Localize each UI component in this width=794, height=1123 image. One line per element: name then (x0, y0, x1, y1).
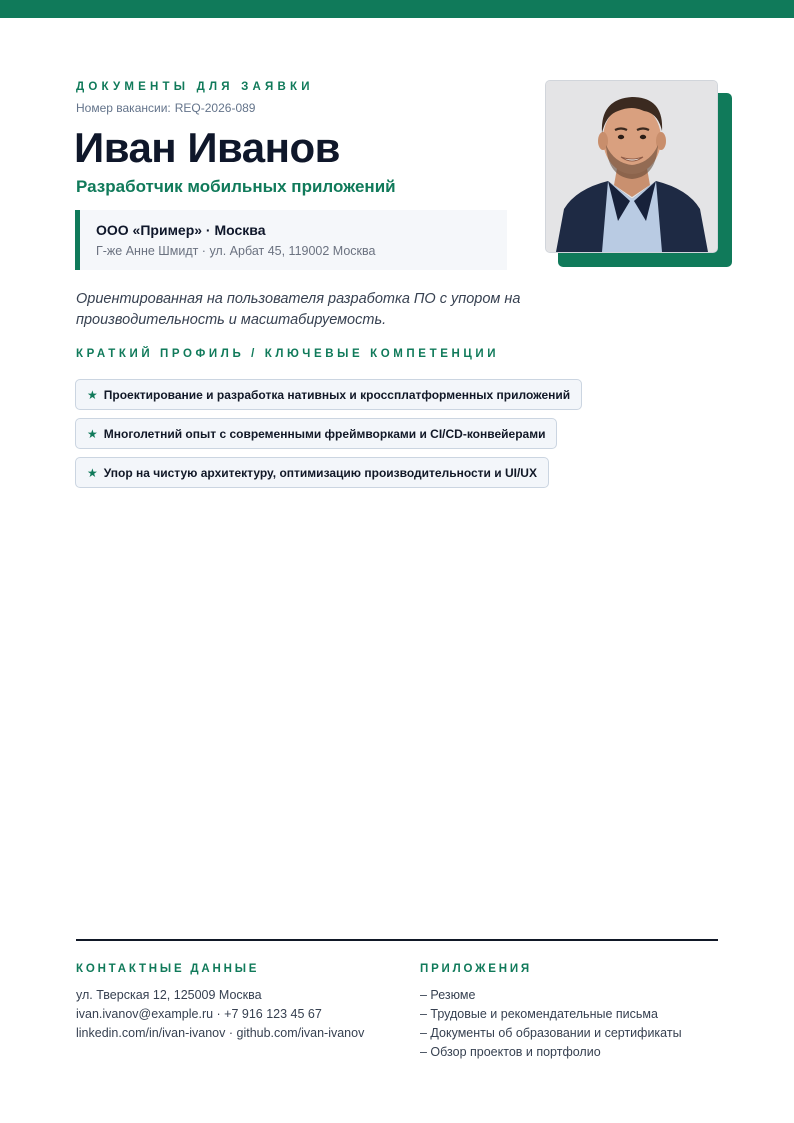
competency-text: Многолетний опыт с современными фреймворками и CI/CD-конвейерами (103, 426, 546, 441)
competency-row (75, 379, 582, 418)
footer-divider (76, 939, 718, 941)
top-accent-bar (0, 0, 794, 18)
attachments-list (420, 986, 682, 1062)
company-address: Г-же Анне Шмидт · ул. Арбат 45, 119002 Москва (96, 244, 376, 258)
competency-list (75, 379, 582, 496)
vacancy-line (76, 101, 255, 115)
attachment-item: – Трудовые и рекомендательные письма (420, 1007, 658, 1021)
competency-chip (75, 379, 582, 410)
competency-chip (75, 457, 549, 488)
vacancy-label: Номер вакансии: (76, 101, 171, 115)
portrait-illustration (546, 81, 717, 252)
attachment-item: – Резюме (420, 988, 476, 1002)
company-name: ООО «Пример» · Москва (96, 222, 266, 238)
competency-row (75, 457, 582, 496)
applicant-name: Иван Иванов (74, 124, 341, 171)
competency-text: Упор на чистую архитектуру, оптимизацию производительности и UI/UX (103, 465, 537, 480)
vacancy-number: REQ-2026-089 (174, 101, 256, 115)
competency-chip (75, 418, 557, 449)
applicant-photo (545, 80, 718, 253)
attachment-item: – Обзор проектов и портфолио (420, 1045, 601, 1059)
star-icon: ★ (87, 426, 98, 441)
tagline: Ориентированная на пользователя разработка ПО с упором на производительность и масштабируемость. (76, 291, 521, 328)
competency-row (75, 418, 582, 457)
recipient-company-box (75, 210, 507, 270)
star-icon: ★ (87, 465, 98, 480)
profile-section-title: КРАТКИЙ ПРОФИЛЬ / КЛЮЧЕВЫЕ КОМПЕТЕНЦИИ (76, 348, 500, 360)
star-icon: ★ (87, 387, 98, 402)
contacts-list (76, 986, 364, 1043)
competency-text: Проектирование и разработка нативных и кроссплатформенных приложений (103, 387, 571, 402)
contact-links: linkedin.com/in/ivan-ivanov · github.com/ivan-ivanov (76, 1026, 365, 1040)
contacts-section-title: КОНТАКТНЫЕ ДАННЫЕ (76, 963, 260, 975)
contact-email-phone: ivan.ivanov@example.ru · +7 916 123 45 67 (76, 1007, 322, 1021)
attachment-item: – Документы об образовании и сертификаты (420, 1026, 682, 1040)
document-eyebrow: ДОКУМЕНТЫ ДЛЯ ЗАЯВКИ (76, 81, 314, 93)
contact-address: ул. Тверская 12, 125009 Москва (76, 988, 262, 1002)
applicant-role: Разработчик мобильных приложений (76, 177, 396, 196)
attachments-section-title: ПРИЛОЖЕНИЯ (420, 963, 532, 975)
